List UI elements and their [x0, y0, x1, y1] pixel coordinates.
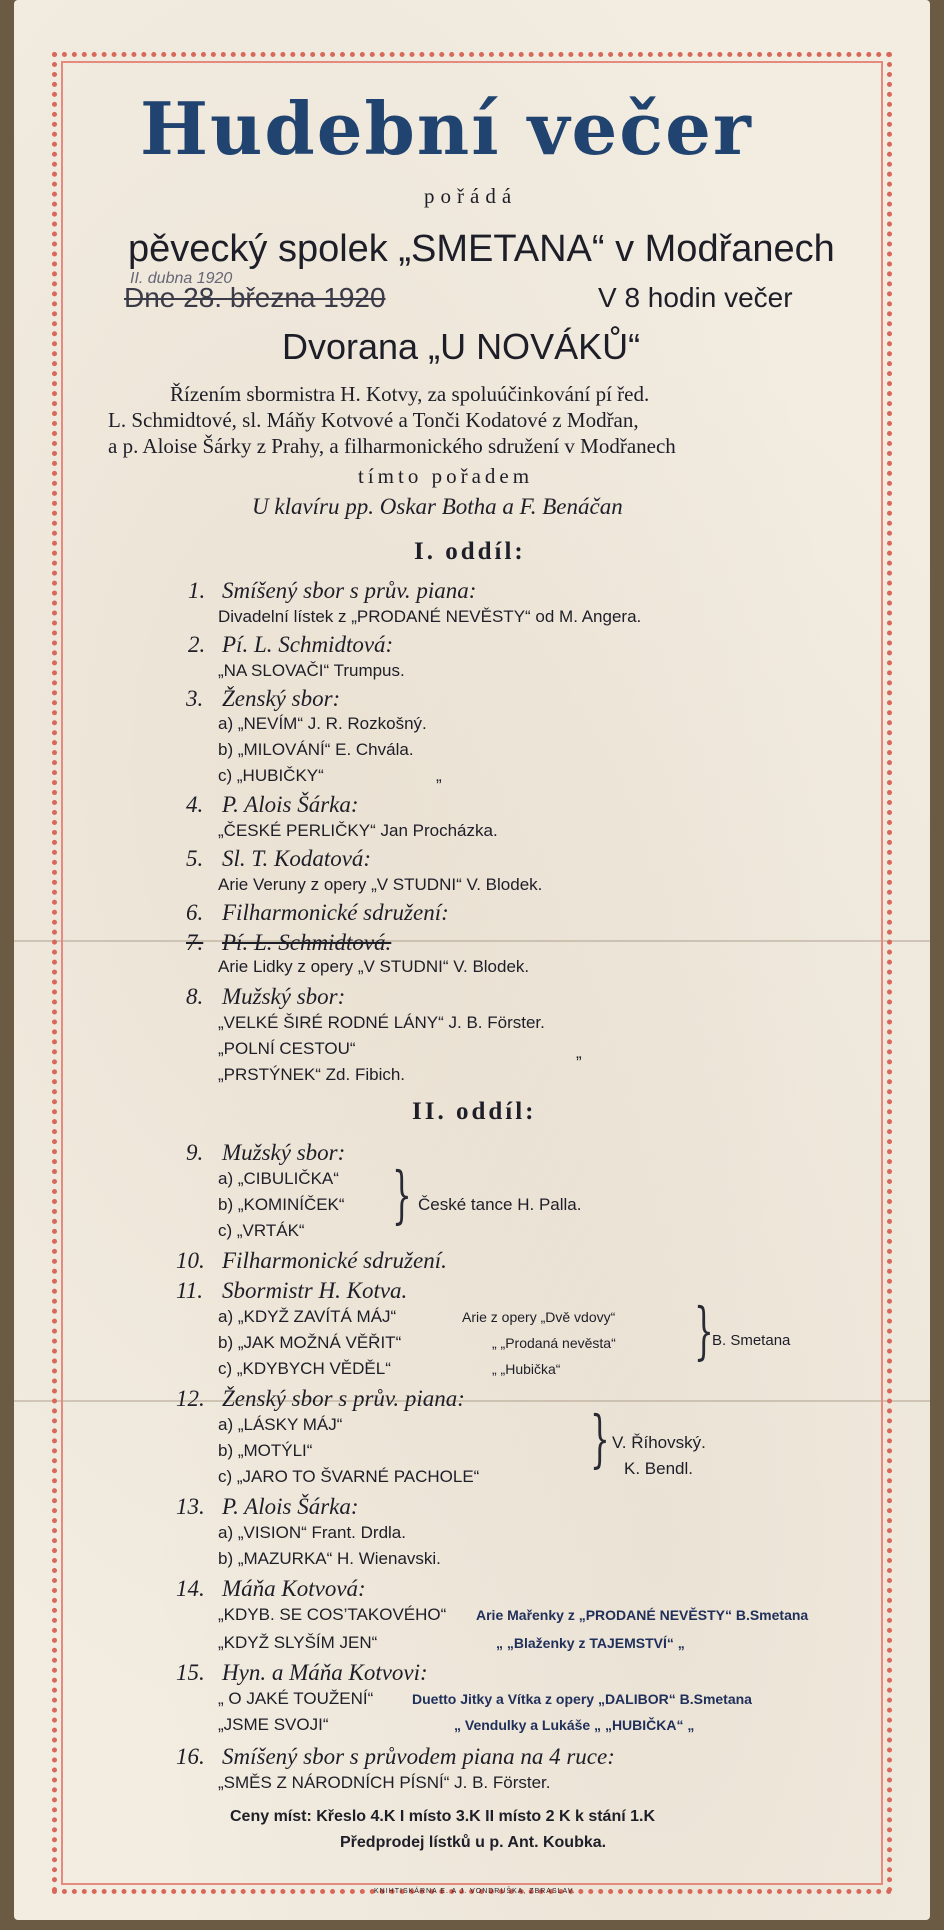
concert-time: V 8 hodin večer — [598, 282, 793, 313]
poster-title: Hudební večer — [140, 86, 753, 171]
section-1-heading: I. oddíl: — [414, 538, 526, 565]
intro-line: a p. Aloise Šárky z Prahy, a filharmonického sdružení v Modřanech — [108, 434, 676, 458]
item-13-line: b) „MAZURKA“ H. Wienavski. — [218, 1549, 441, 1568]
item-9-number: 9. — [186, 1140, 204, 1165]
item-5-number: 5. — [186, 846, 204, 871]
item-9-line: a) „CIBULIČKA“ — [218, 1169, 339, 1188]
item-3-number: 3. — [186, 686, 204, 711]
item-1-number: 1. — [188, 578, 206, 603]
item-8-line: „POLNÍ CESTOU“ — [218, 1039, 356, 1058]
ticket-prices: Ceny míst: Křeslo 4.K I místo 3.K II místo 2 K k stání 1.K — [230, 1808, 656, 1825]
item-16-line: „SMĚS Z NÁRODNÍCH PÍSNÍ“ J. B. Förster. — [218, 1773, 551, 1792]
item-8-title: Mužský sbor: — [222, 984, 346, 1009]
item-11-composer: B. Smetana — [712, 1332, 791, 1349]
brace-icon: } — [392, 1158, 412, 1231]
item-13-line: a) „VISION“ Frant. Drdla. — [218, 1523, 406, 1542]
program-intro: tímto pořadem — [358, 464, 534, 488]
presale-info: Předprodej lístků u p. Ant. Koubka. — [340, 1834, 607, 1851]
intro-line: L. Schmidtové, sl. Máňy Kotvové a Tonči Kodatové z Modřan, — [108, 408, 639, 432]
item-2-number: 2. — [188, 632, 206, 657]
item-11-note: „ „Hubička“ — [492, 1361, 561, 1377]
item-14-note: Arie Mařenky z „PRODANÉ NEVĚSTY“ B.Smetana — [476, 1607, 809, 1623]
item-12-line: b) „MOTÝLI“ — [218, 1441, 313, 1460]
item-3-line: a) „NEVÍM“ J. R. Rozkošný. — [218, 714, 427, 733]
piano-accompanists: U klavíru pp. Oskar Botha a F. Benáčan — [252, 494, 623, 519]
item-14-line: „KDYB. SE COS’TAKOVÉHO“ — [218, 1605, 447, 1624]
item-2-line: „NA SLOVAČI“ Trumpus. — [218, 661, 405, 680]
item-15-title: Hyn. a Máňa Kotvovi: — [222, 1660, 428, 1685]
item-9-line: c) „VRTÁK“ — [218, 1221, 305, 1240]
item-8-number: 8. — [186, 984, 204, 1009]
item-7-line: Arie Lidky z opery „V STUDNI“ V. Blodek. — [218, 957, 530, 976]
item-16-number: 16. — [176, 1744, 205, 1769]
item-9-line: b) „KOMINÍČEK“ — [218, 1195, 345, 1214]
society-name: pěvecký spolek „SMETANA“ v Modřanech — [128, 228, 835, 270]
item-15-note: Duetto Jitky a Vítka z opery „DALIBOR“ B.Smetana — [412, 1691, 752, 1707]
item-10-title: Filharmonické sdružení. — [222, 1248, 447, 1273]
item-3-line: c) „HUBIČKY“ — [218, 766, 324, 785]
item-15-note: „ Vendulky a Lukáše „ „HUBIČKA“ „ — [454, 1717, 695, 1733]
item-5-title: Sl. T. Kodatová: — [222, 846, 372, 871]
item-14-note: „ „Blaženky z TAJEMSTVÍ“ „ — [496, 1635, 685, 1651]
item-11-note: Arie z opery „Dvě vdovy“ — [462, 1309, 616, 1325]
ditto-mark: „ — [576, 1043, 582, 1062]
item-15-number: 15. — [176, 1660, 205, 1685]
item-14-line: „KDYŽ SLYŠÍM JEN“ — [218, 1633, 378, 1652]
item-15-line: „ O JAKÉ TOUŽENÍ“ — [218, 1689, 374, 1708]
item-12-line: a) „LÁSKY MÁJ“ — [218, 1415, 343, 1434]
item-8-line: „PRSTÝNEK“ Zd. Fibich. — [218, 1065, 406, 1084]
item-5-line: Arie Veruny z opery „V STUDNI“ V. Blodek. — [218, 875, 543, 894]
item-11-number: 11. — [176, 1278, 204, 1303]
item-2-title: Pí. L. Schmidtová: — [222, 632, 394, 657]
item-9-title: Mužský sbor: — [222, 1140, 346, 1165]
item-9-composer: České tance H. Palla. — [418, 1195, 582, 1214]
intro-line: Řízením sbormistra H. Kotvy, za spoluúčinkování pí řed. — [170, 382, 650, 406]
item-4-title: P. Alois Šárka: — [222, 792, 359, 817]
item-12-composer: K. Bendl. — [624, 1459, 693, 1478]
section-2-heading: II. oddíl: — [412, 1098, 537, 1125]
item-4-line: „ČESKÉ PERLIČKY“ Jan Procházka. — [218, 821, 498, 840]
brace-icon: } — [694, 1294, 714, 1367]
item-13-number: 13. — [176, 1494, 205, 1519]
item-8-line: „VELKÉ ŠIRÉ RODNÉ LÁNY“ J. B. Förster. — [218, 1013, 545, 1032]
item-3-title: Ženský sbor: — [222, 686, 341, 711]
item-6-title: Filharmonické sdružení: — [222, 900, 449, 925]
item-1-title: Smíšený sbor s prův. piana: — [222, 578, 477, 603]
item-12-line: c) „JARO TO ŠVARNÉ PACHOLE“ — [218, 1467, 480, 1486]
item-12-number: 12. — [176, 1386, 205, 1411]
item-3-line: b) „MILOVÁNÍ“ E. Chvála. — [218, 740, 414, 759]
item-11-line: c) „KDYBYCH VĚDĚL“ — [218, 1359, 391, 1378]
item-11-line: b) „JAK MOŽNÁ VĚŘIT“ — [218, 1333, 402, 1352]
item-11-title: Sbormistr H. Kotva. — [222, 1278, 408, 1303]
item-15-line: „JSME SVOJI“ — [218, 1715, 329, 1734]
item-4-number: 4. — [186, 792, 204, 817]
item-10-number: 10. — [176, 1248, 205, 1273]
ditto-mark: „ — [436, 766, 442, 785]
printer-credit: KNIHTISKÁRNA E. A J. VONDRUŠKA, ZBRASLAV. — [374, 1888, 576, 1895]
item-12-title: Ženský sbor s prův. piana: — [222, 1386, 465, 1411]
item-16-title: Smíšený sbor s průvodem piana na 4 ruce: — [222, 1744, 615, 1769]
subtitle: pořádá — [424, 184, 518, 208]
item-12-composer: V. Říhovský. — [612, 1433, 706, 1452]
brace-icon: } — [590, 1402, 610, 1475]
item-13-title: P. Alois Šárka: — [222, 1494, 359, 1519]
item-7-title: Pí. L. Schmidtová. — [222, 930, 392, 955]
item-7-number: 7. — [186, 930, 204, 955]
item-11-line: a) „KDYŽ ZAVÍTÁ MÁJ“ — [218, 1307, 397, 1326]
item-6-number: 6. — [186, 900, 204, 925]
printed-date: Dne 28. března 1920 — [124, 282, 386, 313]
item-14-title: Máňa Kotvová: — [222, 1576, 366, 1601]
venue: Dvorana „U NOVÁKŮ“ — [282, 326, 641, 367]
item-1-line: Divadelní lístek z „PRODANÉ NEVĚSTY“ od M. Angera. — [218, 607, 642, 626]
item-14-number: 14. — [176, 1576, 205, 1601]
item-11-note: „ „Prodaná nevěsta“ — [492, 1335, 616, 1351]
handwritten-date: II. dubna 1920 — [130, 270, 233, 287]
